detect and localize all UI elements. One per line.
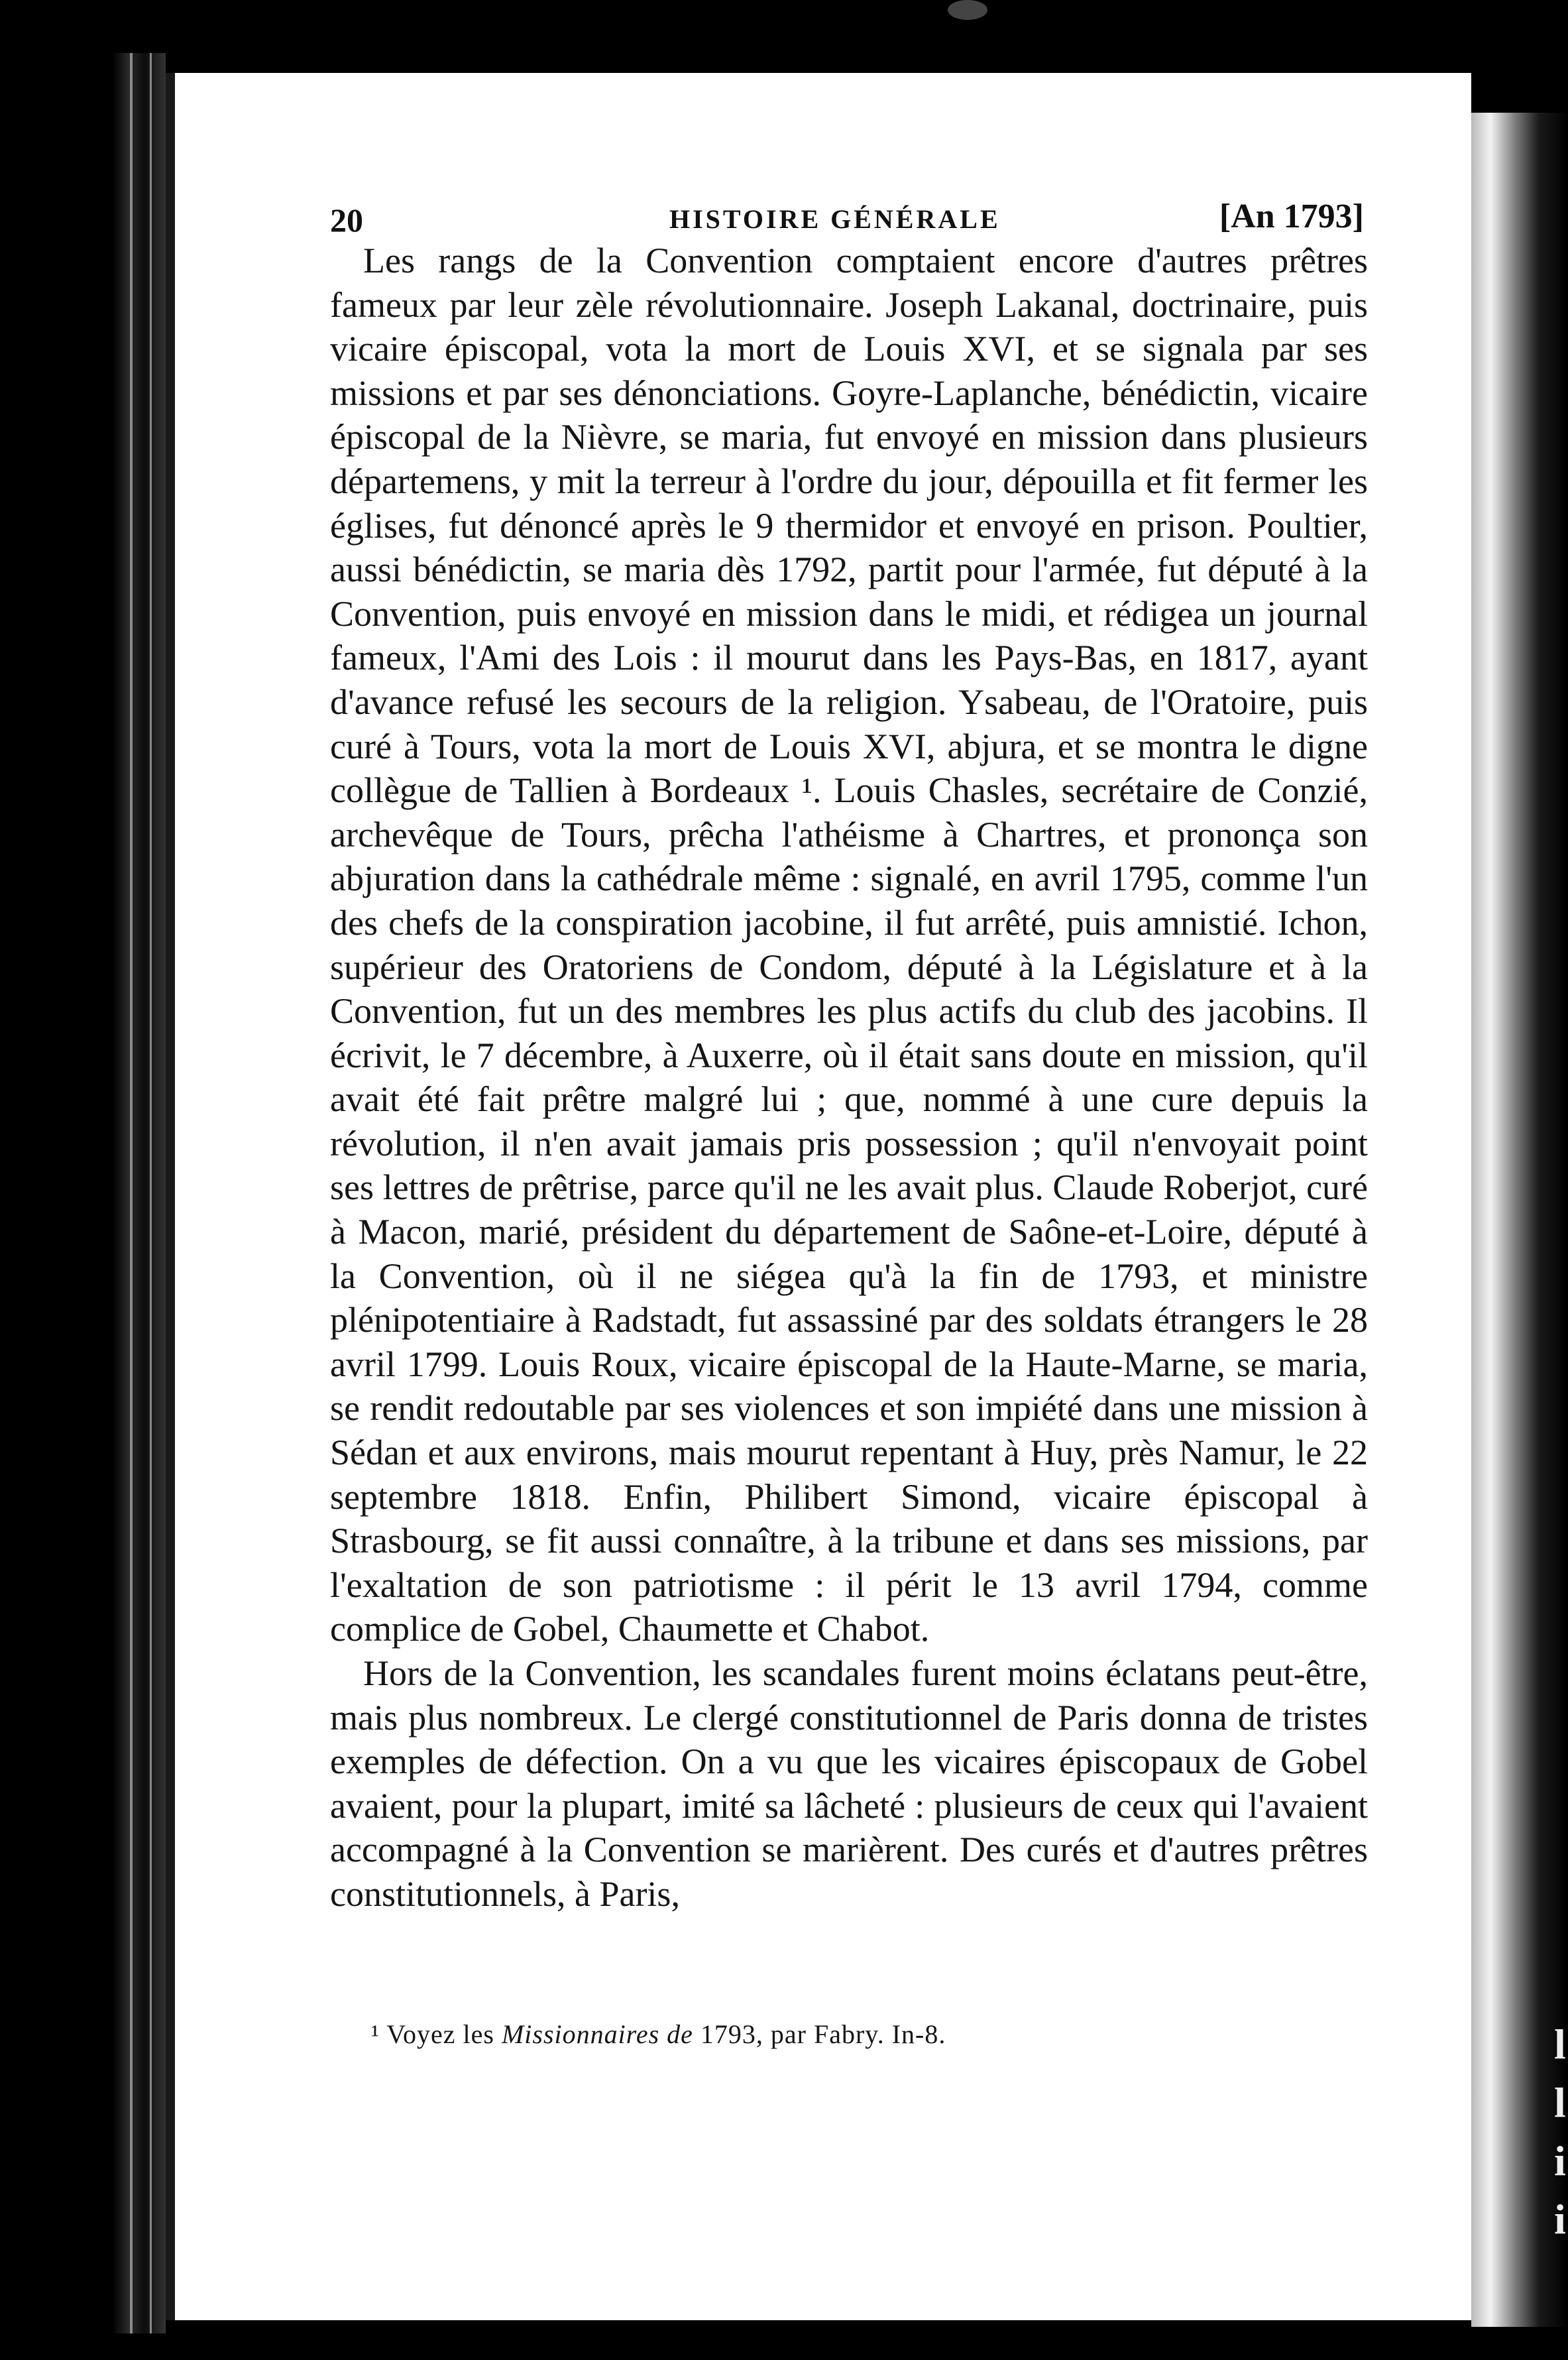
footnote-marker: ¹: [371, 2019, 380, 2049]
facing-page-letter: l: [1554, 2079, 1566, 2126]
body-text: [330, 239, 1368, 1917]
spine-line: [150, 53, 152, 2333]
footnote-text: Voyez les: [386, 2019, 494, 2049]
spine-line: [130, 53, 133, 2333]
facing-page-letter: i: [1554, 2196, 1566, 2243]
paragraph: Hors de la Convention, les scandales furent moins éclatans peut-être, mais plus nombreux. Le clergé constitutionnel de Paris donna de tristes exemples de défection. On a vu que les vicaires épiscopaux de Gobel avaient, pour la plupart, imité sa lâcheté : plusieurs de ceux qui l'avaient accompagné à la Convention se marièrent. Des curés et d'autres prêtres constitutionnels, à Paris,: [330, 1653, 1368, 1914]
book-spine-shadow: [113, 53, 166, 2333]
facing-page-letter: l: [1554, 2021, 1566, 2068]
year-label: [An 1793]: [1219, 198, 1364, 235]
facing-page-letters: [1554, 2015, 1568, 2249]
footnote-title: Missionnaires de: [501, 2019, 693, 2049]
paragraph: Les rangs de la Convention comptaient encore d'autres prêtres fameux par leur zèle révolutionnaire. Joseph Lakanal, doctrinaire, puis vicaire épiscopal, vota la mort de Louis XVI, et se signala par ses missions et par ses dénonciations. Goyre-Laplanche, bénédictin, vicaire épiscopal de la Nièvre, se maria, fut envoyé en mission dans plusieurs départemens, y mit la terreur à l'ordre du jour, dépouilla et fit fermer les églises, fut dénoncé après le 9 thermidor et envoyé en prison. Poultier, aussi bénédictin, se maria dès 1792, partit pour l'armée, fut député à la Convention, puis envoyé en mission dans le midi, et rédigea un journal fameux, l'Ami des Lois : il mourut dans les Pays-Bas, en 1817, ayant d'avance refusé les secours de la religion. Ysabeau, de l'Oratoire, puis curé à Tours, vota la mort de Louis XVI, abjura, et se montra le digne collègue de Tallien à Bordeaux ¹. Louis Chasles, secrétaire de Conzié, archevêque de Tours, prêcha l'athéisme à Chartres, et prononça son abjuration dans la cathédrale même : signalé, en avril 1795, comme l'un des chefs de la conspiration jacobine, il fut arrêté, puis amnistié. Ichon, supérieur des Oratoriens de Condom, député à la Législature et à la Convention, fut un des membres les plus actifs du club des jacobins. Il écrivit, le 7 décembre, à Auxerre, où il était sans doute en mission, qu'il avait été fait prêtre malgré lui ; que, nommé à une cure depuis la révolution, il n'en avait jamais pris possession ; qu'il n'envoyait point ses lettres de prêtrise, parce qu'il ne les avait plus. Claude Roberjot, curé à Macon, marié, président du département de Saône-et-Loire, député à la Convention, où il ne siégea qu'à la fin de 1793, et ministre plénipotentiaire à Radstadt, fut assassiné par des soldats étrangers le 28 avril 1799. Louis Roux, vicaire épiscopal de la Haute-Marne, se maria, se rendit redoutable par ses violences et son impiété dans une mission à Sédan et aux environs, mais mourut repentant à Huy, près Namur, le 22 septembre 1818. Enfin, Philibert Simond, vicaire épiscopal à Strasbourg, se fit aussi connaître, à la tribune et dans ses missions, par l'exaltation de son patriotisme : il périt le 13 avril 1794, comme complice de Gobel, Chaumette et Chabot.: [330, 241, 1368, 1649]
scan-mark: [948, 0, 987, 20]
footnote-text: 1793, par Fabry. In-8.: [700, 2019, 946, 2049]
facing-page-letter: i: [1554, 2137, 1566, 2184]
facing-page-edge: [1471, 113, 1568, 2327]
running-title: HISTOIRE GÉNÉRALE: [669, 204, 1001, 234]
page-number: 20: [330, 202, 363, 239]
footnote: [371, 2019, 1365, 2050]
